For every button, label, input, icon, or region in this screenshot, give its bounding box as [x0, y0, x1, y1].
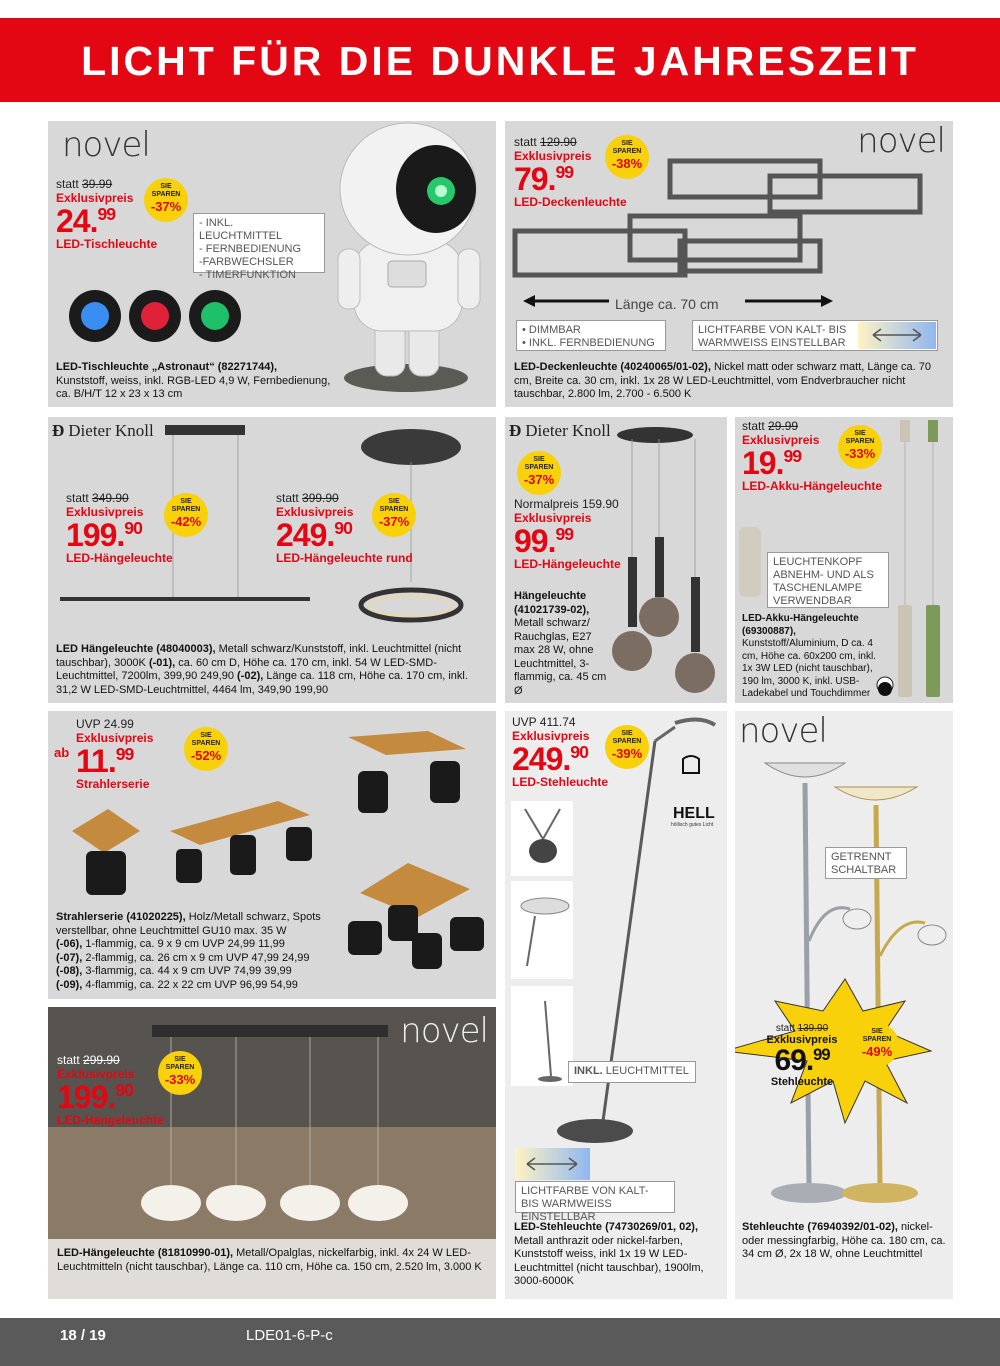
hell-logo: HELL	[673, 805, 715, 822]
product-description: Stehleuchte (76940392/01-02), nickel- oder messingfarbig, Höhe ca. 180 cm, ca. 34 cm Ø, 2x 18 W, ohne Leuchtmittel	[742, 1221, 946, 1260]
old-price: 39.99	[82, 177, 113, 191]
price-block: Normalpreis 159.90 Exklusivpreis 99.99 LED-Hängeleuchte	[514, 497, 621, 571]
product-card-battery-pendant[interactable]	[735, 417, 953, 703]
product-name: LED-Tischleuchte	[56, 237, 158, 251]
page-number: 18 / 19	[60, 1327, 106, 1344]
price-block: statt 29.99 Exklusivpreis 19.99 LED-Akku-Hängeleuchte	[742, 419, 883, 493]
savings-badge: SIE SPAREN -33%	[838, 425, 882, 469]
price-block-a: statt 349.90 Exklusivpreis 199.90 LED-Hängeleuchte	[66, 491, 173, 565]
info-box: LEUCHTENKOPF ABNEHM- UND ALS TASCHENLAMPE VERWENDBAR	[767, 552, 889, 608]
inkl-label: INKL. LEUCHTMITTEL	[568, 1061, 696, 1083]
product-description: LED-Hängeleuchte (81810990-01), Metall/Opalglas, nickelfarbig, inkl. 4x 24 W LED-Leuchtmitteln (nicht tauschbar), Länge ca. 110 cm, Höhe ca. 150 cm, 2.520 lm, 3.000 K	[57, 1247, 482, 1273]
page-header	[0, 0, 1000, 102]
page-footer	[0, 1318, 1000, 1366]
product-card-pendant-3[interactable]	[505, 417, 727, 703]
price-block-b: statt 399.90 Exklusivpreis 249.90 LED-Hängeleuchte rund	[276, 491, 413, 565]
product-card-pendant-dk[interactable]	[48, 417, 496, 703]
feature-box: - INKL. LEUCHTMITTEL - FERNBEDIENUNG -FARBWECHSLER - TIMERFUNKTION	[193, 213, 325, 273]
info-box: GETRENNT SCHALTBAR	[825, 847, 907, 879]
product-card-spotlights[interactable]	[48, 711, 496, 999]
product-description: LED-Akku-Hängeleuchte (69300887), Kunststoff/Aluminium, D ca. 4 cm, Höhe ca. 60x200 cm, inkl. 1x 3W LED (nicht tauschbar), 190 lm, 3000 K, inkl. USB-Ladekabel und Touchdimmer	[742, 613, 876, 699]
length-label: Länge ca. 70 cm	[615, 296, 719, 312]
product-description: LED-Stehleuchte (74730269/01, 02), Metall anthrazit oder nickel-farben, Kunststoff weiss, inkl 1x 19 W LED-Leuchtmittel (nicht tauschbar), 1900lm, 3000-6000K	[514, 1221, 704, 1287]
savings-badge: SIE SPAREN -33%	[158, 1051, 202, 1095]
savings-badge: SIE SPAREN -42%	[164, 493, 208, 537]
savings-badge: SIE SPAREN -37%	[517, 451, 561, 495]
product-card-pendant-opal[interactable]	[48, 1007, 496, 1299]
ab-label: ab	[54, 745, 70, 760]
colortemp-box: LICHTFARBE VON KALT- BIS WARMWEISS EINSTELLBAR	[692, 320, 938, 351]
product-description: Strahlerserie (41020225), Holz/Metall schwarz, Spots verstellbar, ohne Leuchtmittel GU10 max. 35 W (-06), 1-flammig, ca. 9 x 9 cm UVP 24,99 11,99 (-07), 2-flammig, ca. 26 cm x 9 cm UVP 47,99 24,99 (-08), 3-flammig, ca. 44 x 9 cm UVP 74,99 39,99 (-09), 4-flammig, ca. 22 x 22 cm UVP 96,99 54,99	[56, 911, 321, 991]
savings-badge: SIE SPAREN -49%	[855, 1023, 899, 1067]
exclusive-label: Exklusivpreis	[56, 191, 134, 205]
product-card-astronaut[interactable]	[48, 121, 496, 407]
brand-logo: novel	[739, 711, 827, 751]
brand-logo: novel	[400, 1011, 488, 1051]
savings-badge: SIE SPAREN -52%	[184, 727, 228, 771]
product-description: LED-Tischleuchte „Astronaut“ (82271744), Kunststoff, weiss, inkl. RGB-LED 4,9 W, Fernbedienung, ca. B/H/T 12 x 23 x 13 cm	[56, 361, 331, 400]
hell-tagline: höllisch gutes Licht	[671, 822, 714, 828]
savings-badge: SIE SPAREN -37%	[372, 493, 416, 537]
savings-badge: SIE SPAREN -37%	[144, 178, 188, 222]
price-block: UVP 24.99 Exklusivpreis 11.99 Strahlerserie	[76, 717, 154, 791]
brand-logo: novel	[857, 121, 945, 161]
product-card-ceiling-light[interactable]	[505, 121, 953, 407]
savings-badge: SIE SPAREN -39%	[605, 725, 649, 769]
brand-logo: Ð Dieter Knoll	[52, 421, 154, 440]
colortemp-box: LICHTFARBE VON KALT- BIS WARMWEISS EINSTELLBAR	[515, 1181, 675, 1213]
product-description: LED Hängeleuchte (48040003), Metall schwarz/Kunststoff, inkl. Leuchtmittel (nicht tauschbar), 3000K (-01), ca. 60 cm D, Höhe ca. 170 cm, inkl. 54 W LED-SMD-Leuchtmittel, 7200lm, 399,90 249,90 (-02), Länge ca. 118 cm, Höhe ca. 170 cm, inkl. 31,2 W LED-SMD-Leuchtmittel, 4464 lm, 349,90 199,90	[56, 643, 468, 696]
product-description: Hängeleuchte (41021739-02), Metall schwarz/ Rauchglas, E27 max 28 W, ohne Leuchtmittel, 3-flammig, ca. 45 cm Ø	[514, 590, 607, 697]
brand-logo: novel	[62, 125, 150, 165]
product-description: LED-Deckenleuchte (40240065/01-02), Nickel matt oder schwarz matt, Länge ca. 70 cm, Breite ca. 30 cm, inkl. 1x 28 W LED-Leuchtmittel, vom Endverbraucher nicht tauschbar, 2.800 lm, 2.700 - 6.500 K	[514, 361, 931, 400]
price-block: statt 129.90 Exklusivpreis 79.99 LED-Deckenleuchte	[514, 135, 627, 209]
statt-label: statt	[56, 177, 79, 191]
feature-box: • DIMMBAR • INKL. FERNBEDIENUNG	[516, 320, 666, 351]
product-card-floor-lamp[interactable]	[735, 711, 953, 1299]
price-block: statt 299.90 Exklusivpreis 199.90 LED-Hängeleuchte	[57, 1053, 164, 1127]
price-block: statt 139.90 Exklusivpreis 69.99 Stehleuchte	[766, 1023, 838, 1088]
savings-badge: SIE SPAREN -38%	[605, 135, 649, 179]
catalog-code: LDE01-6-P-c	[246, 1327, 333, 1344]
page-title: LICHT FÜR DIE DUNKLE JAHRESZEIT	[81, 38, 919, 84]
brand-logo: Ð Dieter Knoll	[509, 421, 611, 440]
floor-lamp-image	[735, 711, 953, 1299]
product-card-floor-lamp-led[interactable]	[505, 711, 727, 1299]
price-block: UVP 411.74 Exklusivpreis 249.90 LED-Stehleuchte	[512, 715, 609, 789]
price: 24.99	[56, 203, 116, 239]
